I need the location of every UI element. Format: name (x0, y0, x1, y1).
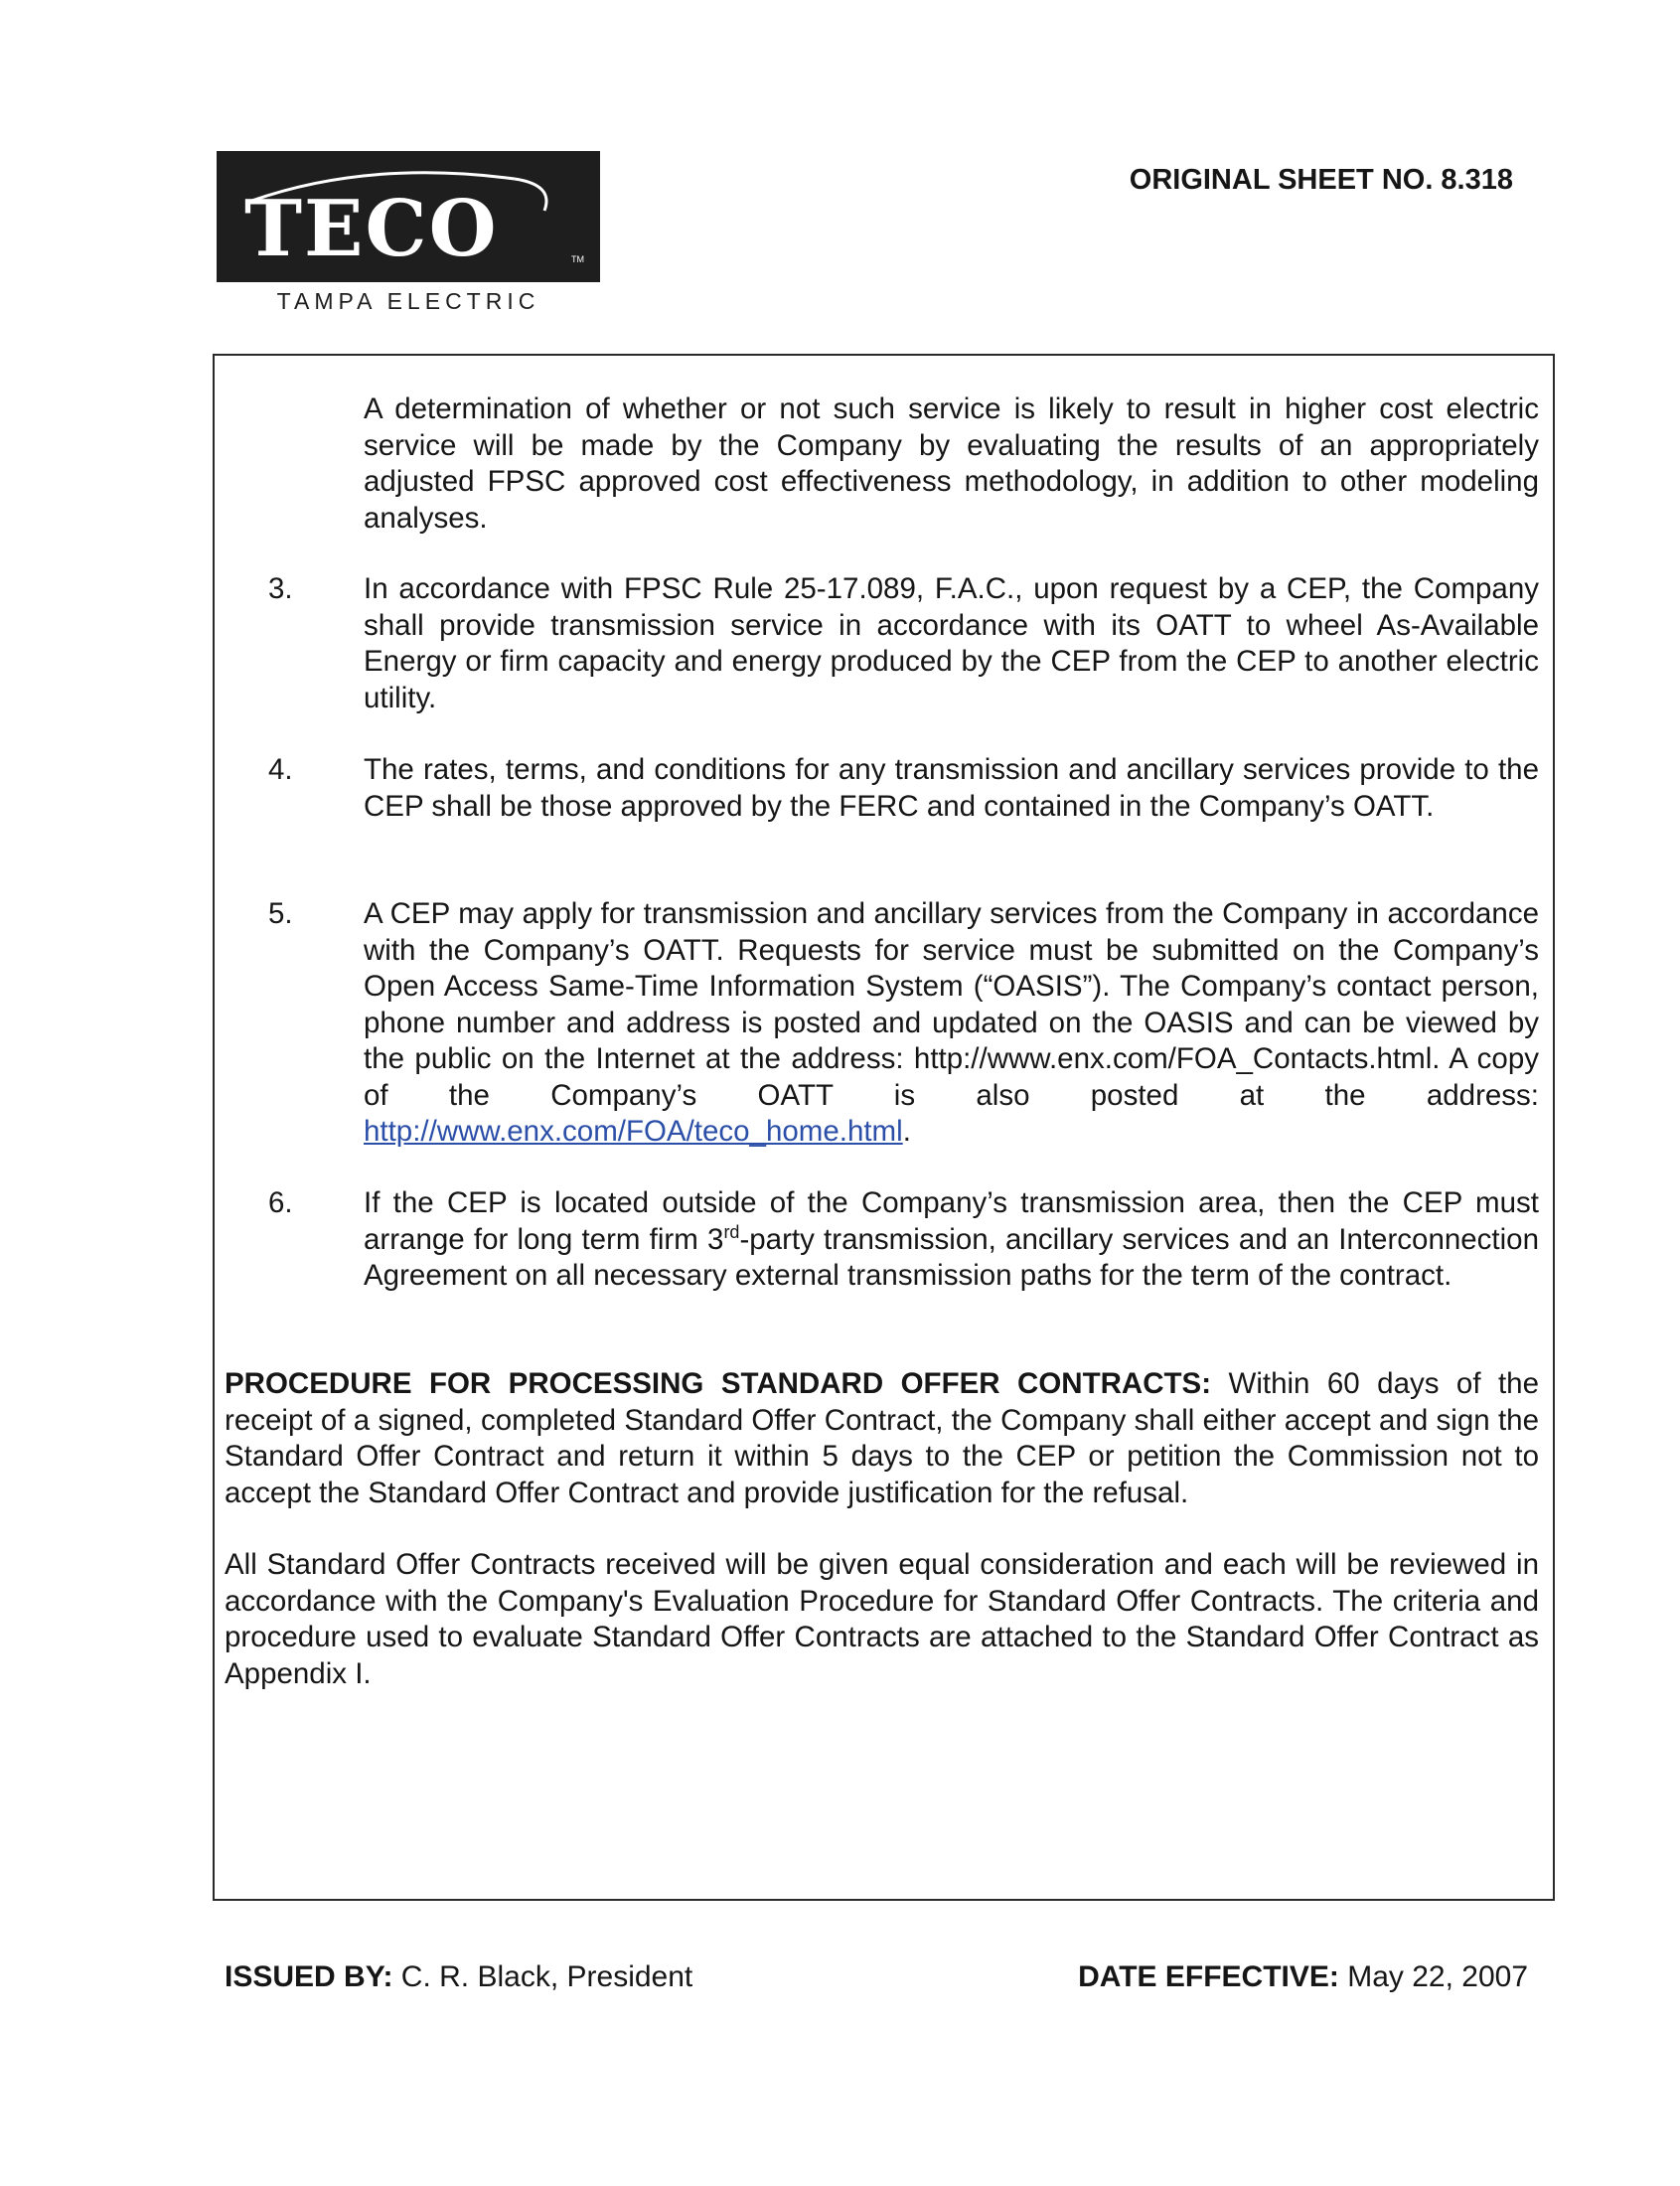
sheet-number: ORIGINAL SHEET NO. 8.318 (1129, 164, 1513, 196)
date-effective-value: May 22, 2007 (1338, 1960, 1528, 1993)
date-effective-label: DATE EFFECTIVE: (1078, 1960, 1339, 1993)
list-item-text (364, 1185, 1539, 1295)
procedure-text: Within 60 days of the receipt of a signed, completed Standard Offer Contract, the Company shall either accept and sign the Standard Offer Contract and return it within 5 days to the CEP or petition the Commission not to accept the Standard Offer Contract and provide justification for the refusal. (225, 1367, 1539, 1509)
list-item-number: 3. (268, 572, 293, 605)
list-item-6 (268, 1185, 1539, 1295)
item-5-period: . (902, 1115, 911, 1148)
issued-by (225, 1960, 692, 1994)
list-item-text (364, 896, 1539, 1151)
procedure-paragraph (225, 1366, 1539, 1511)
list-item-3 (268, 571, 1539, 716)
item-6-text-part1: If the CEP is located outside of the Company’s transmission area, then the CEP must arrange for long term firm 3 (364, 1186, 1539, 1256)
issued-by-label: ISSUED BY: (225, 1960, 393, 1993)
list-item-text: The rates, terms, and conditions for any transmission and ancillary services provide to the CEP shall be those approved by the FERC and contained in the Company’s OATT. (364, 753, 1539, 823)
item-6-text-part2: -party transmission, ancillary services and an Interconnection Agreement on all necessary external transmission paths for the term of the contract. (364, 1222, 1539, 1292)
procedure-heading: PROCEDURE FOR PROCESSING STANDARD OFFER CONTRACTS: (225, 1367, 1212, 1400)
logo-subtitle: TAMPA ELECTRIC (276, 288, 540, 314)
list-item-4 (268, 752, 1539, 825)
intro-paragraph: A determination of whether or not such service is likely to result in higher cost electric service will be made by the Company by evaluating the results of an appropriately adjusted FPSC approved cost effectiveness methodology, in addition to other modeling analyses. (364, 392, 1539, 535)
list-item-number: 5. (268, 897, 293, 930)
issued-by-value: C. R. Black, President (392, 1960, 693, 1993)
teco-logo (217, 151, 600, 282)
list-item-number: 4. (268, 753, 293, 786)
logo-wordmark: TECO (244, 184, 499, 274)
ordinal-superscript: rd (723, 1221, 740, 1242)
oatt-home-link[interactable]: http://www.enx.com/FOA/teco_home.html (364, 1115, 903, 1148)
list-item-text: In accordance with FPSC Rule 25-17.089, F.A.C., upon request by a CEP, the Company shall provide transmission service in accordance with its OATT to wheel As-Available Energy or firm capacity and energy produced by the CEP from the CEP to another electric utility. (364, 572, 1539, 714)
trademark-mark: TM (571, 254, 584, 264)
date-effective (1078, 1960, 1528, 1994)
list-item-number: 6. (268, 1186, 293, 1219)
list-item-5 (268, 896, 1539, 1151)
closing-paragraph: All Standard Offer Contracts received will be given equal consideration and each will be reviewed in accordance with the Company's Evaluation Procedure for Standard Offer Contracts. The criteria and procedure used to evaluate Standard Offer Contracts are attached to the Standard Offer Contract as Appendix I. (225, 1548, 1539, 1690)
item-5-text: A CEP may apply for transmission and ancillary services from the Company in accordance with the Company’s OATT. Requests for service must be submitted on the Company’s Open Access Same-Time Information System (“OASIS”). The Company’s contact person, phone number and address is posted and updated on the OASIS and can be viewed by the public on the Internet at the address: http://www.enx.com/FOA_Contacts.html. A copy of the Company’s OATT is also posted at the address: (364, 897, 1539, 1112)
